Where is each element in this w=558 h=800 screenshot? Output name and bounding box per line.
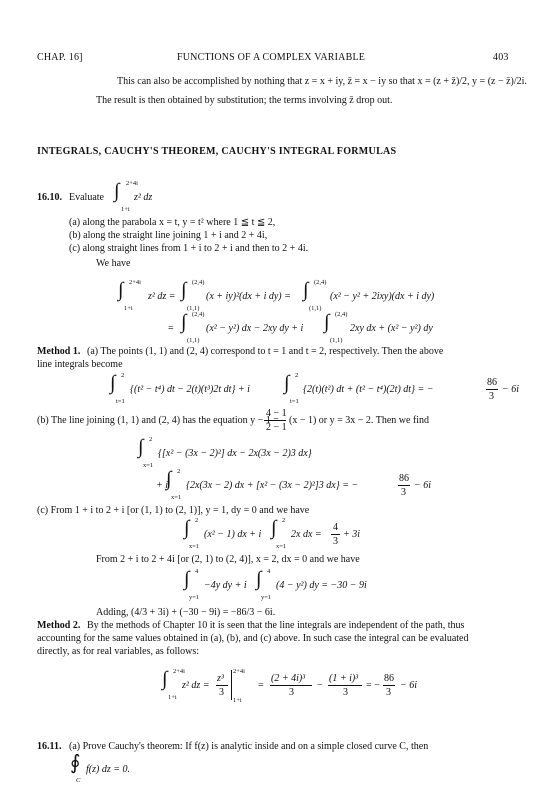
fraction-bar	[328, 685, 362, 686]
equals: =	[258, 680, 264, 691]
eqM2-lhs: z² dz =	[182, 680, 210, 691]
fraction-bar	[383, 685, 395, 686]
method1-text-2: line integrals become	[37, 359, 123, 370]
fraction-bar	[264, 420, 286, 421]
method1-text: (a) The points (1, 1) and (2, 4) correspond to t = 1 and t = 2, respectively. Then the above	[87, 346, 444, 357]
fraction-denominator: 3	[386, 687, 391, 698]
eqB-line-2a: + i	[156, 480, 169, 491]
fraction-bar	[270, 685, 312, 686]
upper-limit: 2	[149, 436, 153, 443]
lower-limit: t=1	[290, 398, 299, 405]
integral-sign: ∫	[114, 180, 120, 202]
integral-sign: ∫	[184, 517, 190, 539]
eqC1-left: (x² − 1) dx + i	[204, 529, 262, 540]
upper-limit: 2	[121, 372, 125, 379]
lower-limit: x=1	[276, 543, 287, 550]
fraction-denominator: 2 − 1	[266, 422, 287, 433]
eqM2-tail: − 6i	[400, 680, 418, 691]
fraction-numerator: 86	[399, 473, 409, 484]
lower-limit: t=1	[116, 398, 125, 405]
eqC2-left: −4y dy + i	[204, 580, 247, 591]
contour-label: C	[76, 777, 81, 784]
integral-sign: ∫	[181, 311, 187, 333]
eqM2-right-numerator: (1 + i)³	[329, 673, 359, 684]
lower-limit: 1+i	[233, 697, 242, 704]
eqM2-z3: z³	[217, 673, 224, 684]
part-c-text: (c) From 1 + i to 2 + i [or (1, 1) to (2, 1)], y = 1, dy = 0 and we have	[37, 505, 310, 516]
upper-limit: (2,4)	[335, 311, 348, 318]
evaluate-label: Evaluate	[69, 192, 104, 203]
method2-text-2: accounting for the same values obtained in (a), (b), and (c) above. In such case the integral can be evaluated	[37, 633, 469, 644]
problem-16-11-text: (a) Prove Cauchy's theorem: If f(z) is analytic inside and on a simple closed curve C, then	[69, 741, 429, 752]
fraction-bar	[331, 534, 340, 535]
eq1-mid: (x + iy)²(dx + i dy) =	[206, 291, 291, 302]
lower-limit: x=1	[143, 462, 154, 469]
method1-label: Method 1.	[37, 346, 81, 357]
part-b-tail: (x − 1) or y = 3x − 2. Then we find	[289, 415, 430, 426]
lower-limit: 1+i	[121, 206, 130, 213]
eq1-lhs: z² dz =	[148, 291, 176, 302]
lower-limit: y=1	[189, 594, 200, 601]
running-header-title: FUNCTIONS OF A COMPLEX VARIABLE	[177, 52, 366, 63]
problem-16-11-eq: f(z) dz = 0.	[86, 764, 130, 775]
part-c: (c) along straight lines from 1 + i to 2 + i and then to 2 + 4i.	[69, 243, 309, 254]
method2-text-3: directly, as for real variables, as follows:	[37, 646, 200, 657]
fraction-bar	[486, 389, 498, 390]
eqA-right: {2(t)(t²) dt + (t² − t⁴)(2t) dt} = −	[303, 384, 434, 395]
upper-limit: 2+4i	[233, 668, 245, 675]
eqM2-minus: −	[317, 680, 323, 691]
part-b: (b) along the straight line joining 1 + i and 2 + 4i,	[69, 230, 268, 241]
eq1-rhs: (x² − y² + 2ixy)(dx + i dy)	[330, 291, 435, 302]
eqB-tail: − 6i	[414, 480, 432, 491]
upper-limit: 2+4i	[173, 668, 185, 675]
page-number: 403	[493, 52, 509, 63]
eq2-equals: =	[168, 323, 174, 334]
eqC1-tail: + 3i	[343, 529, 361, 540]
upper-limit: 2+4i	[126, 180, 138, 187]
fraction-numerator: 4	[333, 522, 338, 533]
problem-number-16-11: 16.11.	[37, 741, 62, 752]
eqA-left: {(t² − t⁴) dt − 2(t)(t³)2t dt} + i	[130, 384, 250, 395]
upper-limit: 2	[282, 517, 286, 524]
fraction-bar	[216, 685, 228, 686]
fraction-denominator: 3	[401, 487, 406, 498]
eqM2-right-denominator: 3	[343, 687, 348, 698]
integral-sign: ∫	[284, 372, 290, 394]
adding-line: Adding, (4/3 + 3i) + (−30 − 9i) = −86/3 − 6i.	[96, 607, 276, 618]
upper-limit: 2	[195, 517, 199, 524]
upper-limit: 2+4i	[129, 279, 141, 286]
integral-sign: ∫	[184, 568, 190, 590]
lower-limit: x=1	[171, 494, 182, 501]
eq2-mid: (x² − y²) dx − 2xy dy + i	[206, 323, 304, 334]
integral-sign: ∫	[118, 279, 124, 301]
intro-line-2: The result is then obtained by substitution; the terms involving z̄ drop out.	[96, 95, 393, 106]
integral-sign: ∫	[162, 668, 168, 690]
integral-sign: ∫	[303, 279, 309, 301]
integral-sign: ∫	[166, 468, 172, 490]
integral-sign: ∫	[256, 568, 262, 590]
eqM2-3: 3	[219, 687, 224, 698]
upper-limit: 4	[267, 568, 271, 575]
upper-limit: 2	[177, 468, 181, 475]
lower-limit: 1+i	[124, 305, 133, 312]
integral-sign: ∫	[138, 436, 144, 458]
problem-number-16-10: 16.10.	[37, 192, 62, 203]
we-have: We have	[96, 258, 131, 269]
upper-limit: (2,4)	[192, 279, 205, 286]
integral-sign: ∫	[324, 311, 330, 333]
integral-sign: ∫	[271, 517, 277, 539]
upper-limit: (2,4)	[192, 311, 205, 318]
eqC1-right: 2x dx =	[291, 529, 322, 540]
part-b-text: (b) The line joining (1, 1) and (2, 4) has the equation y − 1 =	[37, 415, 279, 426]
part-c-text-2: From 2 + i to 2 + 4i [or (2, 1) to (2, 4)], x = 2, dx = 0 and we have	[96, 554, 360, 565]
fraction-denominator: 3	[333, 536, 338, 547]
eqA-tail: − 6i	[502, 384, 520, 395]
lower-limit: 1+i	[168, 694, 177, 701]
integrand: z² dz	[134, 192, 153, 203]
eqB-line-2b: {2x(3x − 2) dx + [x² − (3x − 2)²]3 dx} = −	[186, 480, 359, 491]
integral-sign: ∫	[181, 279, 187, 301]
lower-limit: (1,1)	[187, 337, 200, 344]
evaluation-bar	[231, 670, 232, 700]
eqM2-mid-denominator: 3	[289, 687, 294, 698]
lower-limit: x=1	[189, 543, 200, 550]
upper-limit: 4	[195, 568, 199, 575]
lower-limit: (1,1)	[187, 305, 200, 312]
upper-limit: 2	[295, 372, 299, 379]
lower-limit: (1,1)	[330, 337, 343, 344]
part-a: (a) along the parabola x = t, y = t² where 1 ≦ t ≦ 2,	[69, 217, 276, 228]
lower-limit: (1,1)	[309, 305, 322, 312]
eqC2-right: (4 − y²) dy = −30 − 9i	[276, 580, 367, 591]
eqM2-eq: = −	[366, 680, 380, 691]
eqM2-mid-numerator: (2 + 4i)³	[271, 673, 306, 684]
section-title: INTEGRALS, CAUCHY'S THEOREM, CAUCHY'S INTEGRAL FORMULAS	[37, 146, 397, 157]
method2-label: Method 2.	[37, 620, 81, 631]
eqB-line-1: {[x² − (3x − 2)²] dx − 2x(3x − 2)3 dx}	[158, 448, 312, 459]
fraction-numerator: 86	[487, 377, 497, 388]
contour-integral-sign: ∮	[70, 752, 81, 774]
fraction-numerator: 86	[384, 673, 394, 684]
fraction-bar	[398, 485, 410, 486]
fraction-denominator: 3	[489, 391, 494, 402]
eq2-rhs: 2xy dx + (x² − y²) dy	[350, 323, 433, 334]
lower-limit: y=1	[261, 594, 272, 601]
fraction-numerator: 4 − 1	[266, 408, 287, 419]
integral-sign: ∫	[110, 372, 116, 394]
running-header-left: CHAP. 16]	[37, 52, 83, 63]
intro-line-1: This can also be accomplished by nothing that z = x + iy, z̄ = x − iy so that x = (z + z̄)/2, y = (z − z̄)/2i.	[117, 76, 527, 87]
method2-text-1: By the methods of Chapter 10 it is seen that the line integrals are independent of the path, thus	[87, 620, 465, 631]
upper-limit: (2,4)	[314, 279, 327, 286]
